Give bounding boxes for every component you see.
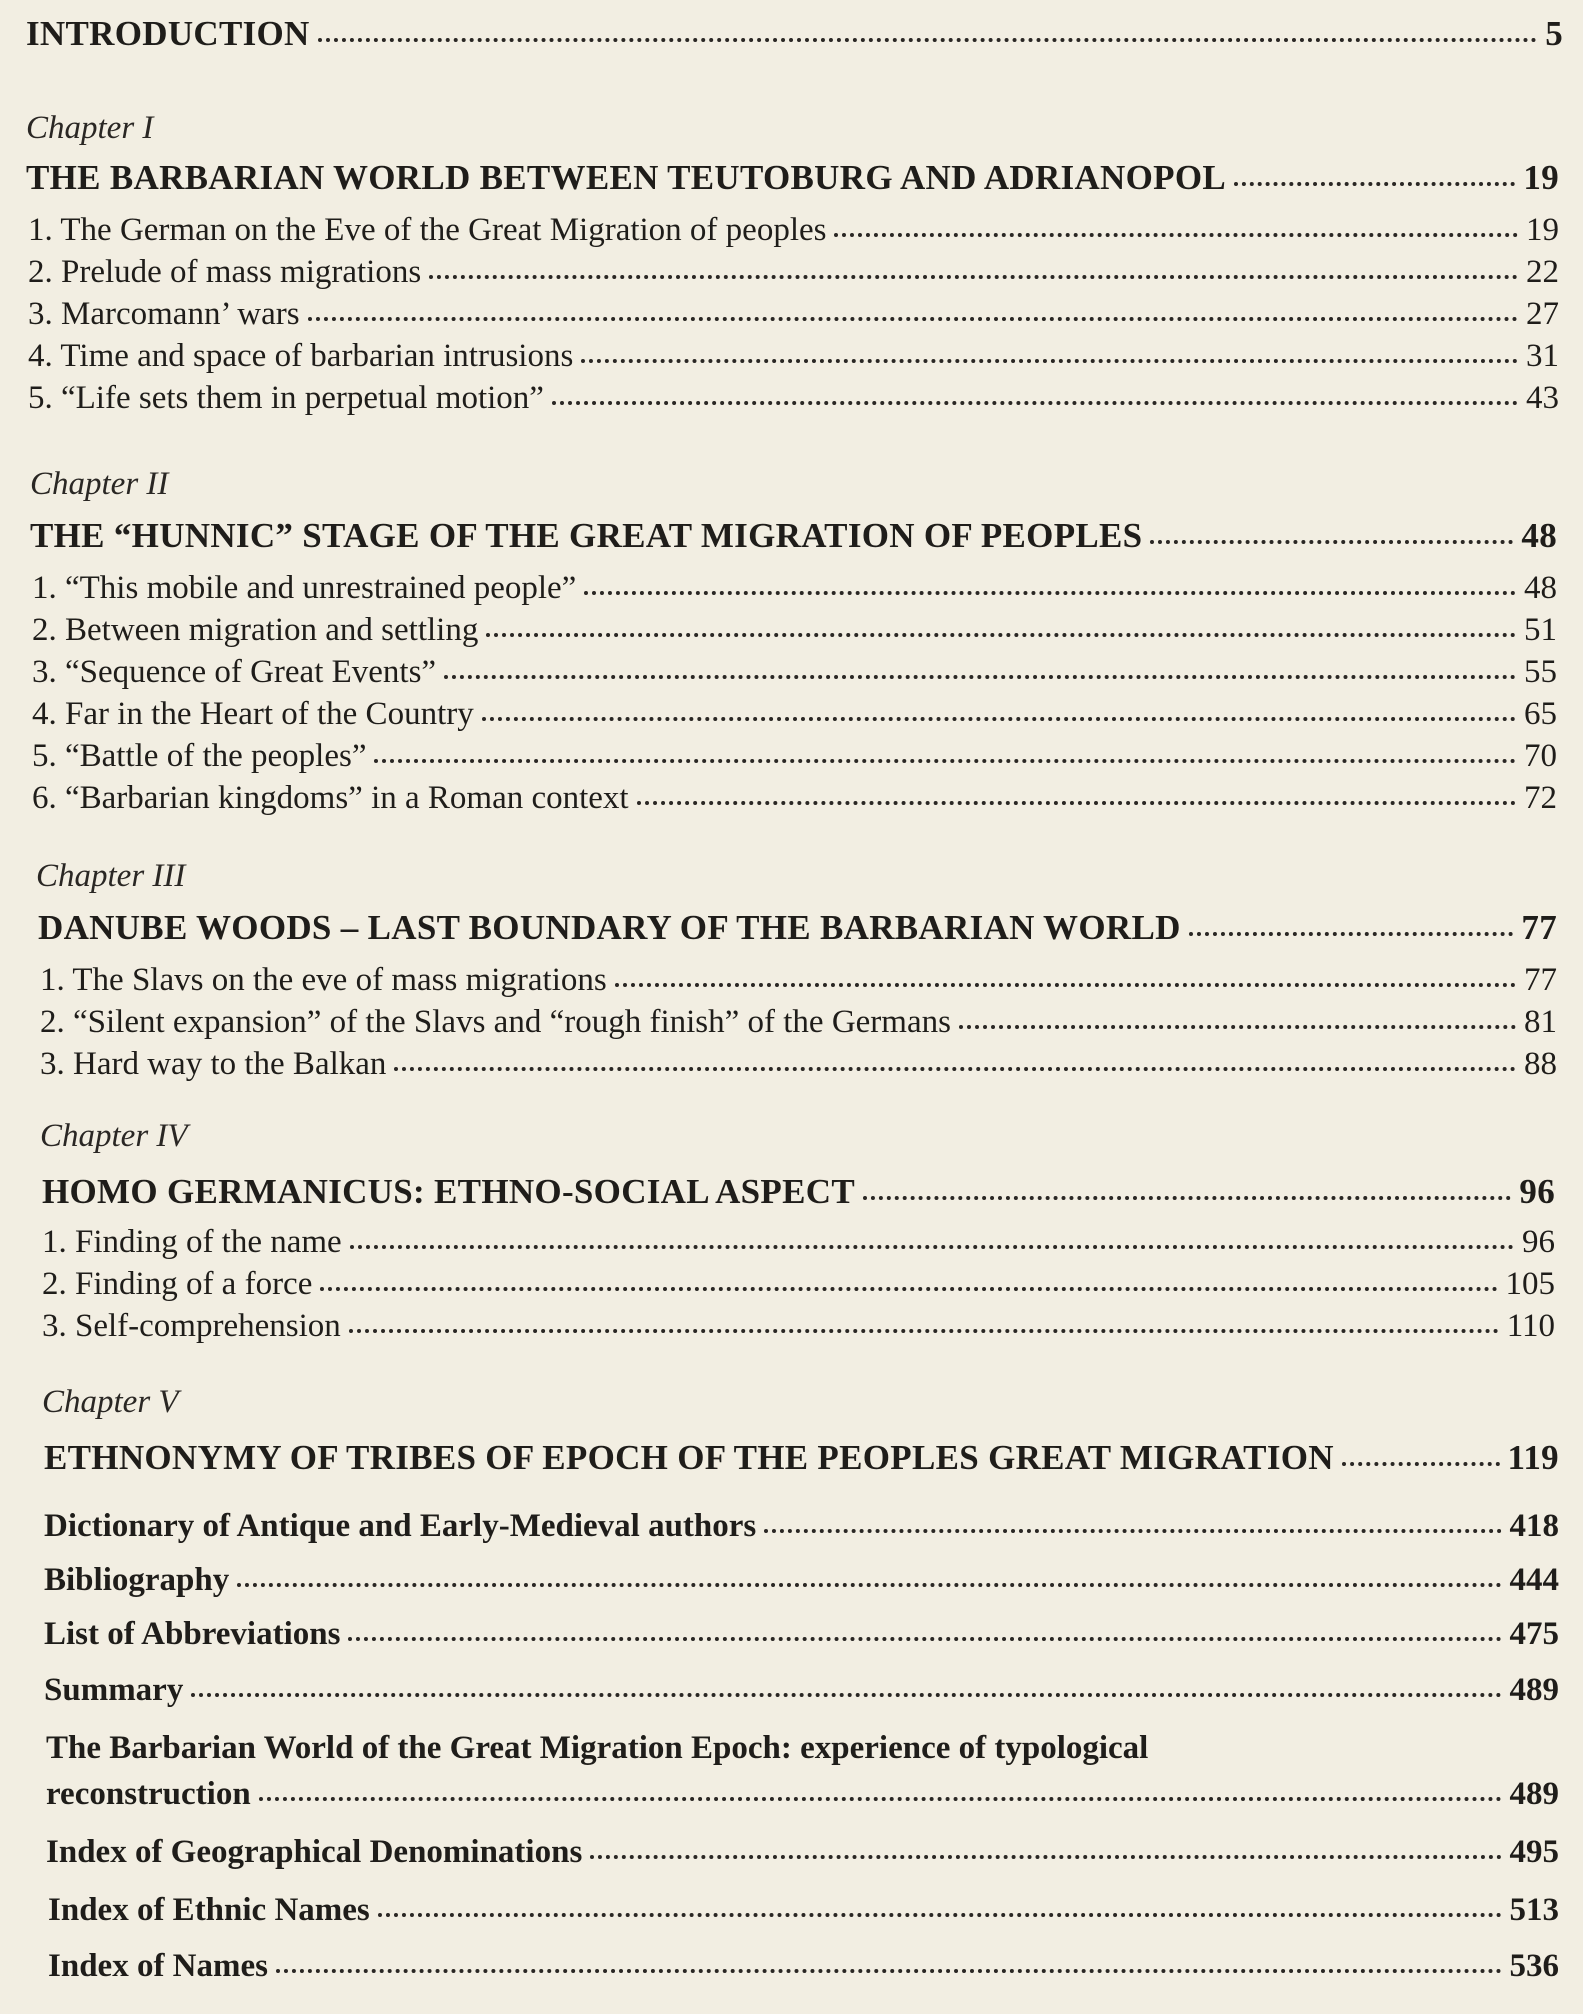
page-number: 96 [1522,1224,1555,1260]
entry-label: 5. “Battle of the peoples” [32,738,367,774]
entry-label: 2. Finding of a force [42,1266,313,1302]
page-number: 88 [1524,1046,1557,1082]
page-number: 31 [1526,338,1559,374]
section-entry[interactable] [0,212,1583,249]
chapter-label: Chapter IV [40,1118,188,1154]
back-matter-entry-first-line[interactable]: The Barbarian World of the Great Migration Epoch: experience of typological [46,1730,1149,1766]
entry-label: Index of Names [48,1948,268,1984]
page-number: 77 [1524,962,1557,998]
page-number: 51 [1524,612,1557,648]
dot-leader [237,1583,1501,1587]
page-number: 65 [1524,696,1557,732]
back-matter-entry[interactable] [0,1672,1583,1709]
entry-label: 2. “Silent expansion” of the Slavs and “rough finish” of the Germans [40,1004,951,1040]
page-number: 110 [1506,1308,1555,1344]
page-number: 475 [1509,1616,1559,1652]
entry-label: 3. Marcomann’ wars [28,296,300,332]
section-entry[interactable] [0,1224,1583,1261]
dot-leader [1189,932,1514,936]
page-number: 495 [1509,1834,1559,1870]
section-entry[interactable] [0,1308,1583,1345]
dot-leader [308,317,1518,321]
entry-label: 1. Finding of the name [42,1224,342,1260]
dot-leader [615,983,1516,987]
page-number: 81 [1524,1004,1557,1040]
page-number: 444 [1509,1562,1559,1598]
page-number: 22 [1526,254,1559,290]
entry-label: INTRODUCTION [26,14,310,53]
dot-leader [276,1969,1502,1973]
page-number: 19 [1526,212,1559,248]
entry-label: Bibliography [44,1562,230,1598]
dot-leader [259,1797,1502,1801]
chapter-label: Chapter II [30,466,169,502]
entry-label: ETHNONYMY OF TRIBES OF EPOCH OF THE PEOPLES GREAT MIGRATION [44,1438,1334,1477]
entry-label: 5. “Life sets them in perpetual motion” [28,380,544,416]
entry-label: reconstruction [46,1776,251,1812]
page-number: 77 [1521,908,1557,947]
dot-leader [320,1287,1497,1291]
dot-leader [834,233,1518,237]
back-matter-entry[interactable] [0,1776,1583,1813]
entry-label: 3. Hard way to the Balkan [40,1046,387,1082]
dot-leader [378,1913,1502,1917]
section-entry[interactable] [0,738,1583,775]
dot-leader [486,633,1516,637]
back-matter-entry[interactable] [0,1508,1583,1545]
dot-leader [349,1329,1499,1333]
section-entry[interactable] [0,1046,1583,1083]
entry-label: Index of Ethnic Names [48,1892,370,1928]
back-matter-entry[interactable] [0,1562,1583,1599]
entry-label: Summary [44,1672,184,1708]
entry-label: Index of Geographical Denominations [46,1834,583,1870]
dot-leader [1342,1462,1500,1466]
page-number: 48 [1521,516,1557,555]
dot-leader [482,717,1516,721]
dot-leader [318,38,1538,42]
page-number: 119 [1507,1438,1559,1477]
dot-leader [348,1637,1501,1641]
entry-label: DANUBE WOODS – LAST BOUNDARY OF THE BARBARIAN WORLD [38,908,1181,947]
back-matter-entry[interactable] [0,1834,1583,1871]
page-number: 513 [1509,1892,1559,1928]
dot-leader [552,401,1518,405]
back-matter-entry[interactable] [0,1948,1583,1985]
entry-label: THE BARBARIAN WORLD BETWEEN TEUTOBURG AND ADRIANOPOL [26,158,1226,197]
page-number: 55 [1524,654,1557,690]
chapter-label: Chapter I [26,110,154,146]
page-number: 43 [1526,380,1559,416]
dot-leader [429,275,1518,279]
entry-label: 4. Time and space of barbarian intrusions [28,338,574,374]
page-number: 418 [1509,1508,1559,1544]
entry-label: 1. The Slavs on the eve of mass migrations [40,962,607,998]
section-entry[interactable] [0,296,1583,333]
entry-label: List of Abbreviations [44,1616,341,1652]
entry-label: 1. The German on the Eve of the Great Migration of peoples [28,212,827,248]
page-number: 105 [1505,1266,1555,1302]
entry-label: 3. Self-comprehension [42,1308,341,1344]
dot-leader [637,801,1516,805]
dot-leader [191,1693,1501,1697]
page-number: 27 [1526,296,1559,332]
entry-label: 2. Between migration and settling [32,612,479,648]
dot-leader [1150,540,1513,544]
section-entry[interactable] [0,962,1583,999]
page-number: 5 [1545,14,1563,53]
page-number: 489 [1509,1672,1559,1708]
section-entry[interactable] [0,612,1583,649]
entry-label: 6. “Barbarian kingdoms” in a Roman context [32,780,629,816]
entry-label: 1. “This mobile and unrestrained people” [32,570,577,606]
entry-label: Dictionary of Antique and Early-Medieval authors [44,1508,757,1544]
entry-label: HOMO GERMANICUS: ETHNO-SOCIAL ASPECT [42,1172,855,1211]
page-number: 19 [1523,158,1559,197]
chapter-label: Chapter III [36,858,186,894]
entry-label: THE “HUNNIC” STAGE OF THE GREAT MIGRATION OF PEOPLES [30,516,1143,555]
entry-label: 3. “Sequence of Great Events” [32,654,437,690]
chapter-title[interactable] [0,1172,1583,1212]
dot-leader [394,1067,1516,1071]
section-entry[interactable] [0,380,1583,417]
section-entry[interactable] [0,1266,1583,1303]
section-entry[interactable] [0,1004,1583,1041]
section-entry[interactable] [0,654,1583,691]
toc-entry-introduction[interactable] [0,14,1583,54]
dot-leader [764,1529,1501,1533]
chapter-title[interactable] [0,158,1583,198]
dot-leader [350,1245,1514,1249]
chapter-title[interactable] [0,516,1583,556]
dot-leader [1234,182,1515,186]
dot-leader [863,1196,1511,1200]
dot-leader [444,675,1516,679]
dot-leader [581,359,1518,363]
chapter-title[interactable] [0,908,1583,948]
page-number: 48 [1524,570,1557,606]
chapter-label: Chapter V [42,1384,179,1420]
page-number: 70 [1524,738,1557,774]
entry-label: 2. Prelude of mass migrations [28,254,422,290]
page-number: 96 [1519,1172,1555,1211]
back-matter-entry[interactable] [0,1616,1583,1653]
page-number: 536 [1509,1948,1559,1984]
page-number: 489 [1509,1776,1559,1812]
chapter-title[interactable] [0,1438,1583,1478]
dot-leader [590,1855,1501,1859]
section-entry[interactable] [0,570,1583,607]
back-matter-entry[interactable] [0,1892,1583,1929]
entry-label: 4. Far in the Heart of the Country [32,696,474,732]
section-entry[interactable] [0,780,1583,817]
dot-leader [959,1025,1516,1029]
section-entry[interactable] [0,338,1583,375]
dot-leader [584,591,1516,595]
section-entry[interactable] [0,696,1583,733]
section-entry[interactable] [0,254,1583,291]
page-number: 72 [1524,780,1557,816]
dot-leader [374,759,1516,763]
